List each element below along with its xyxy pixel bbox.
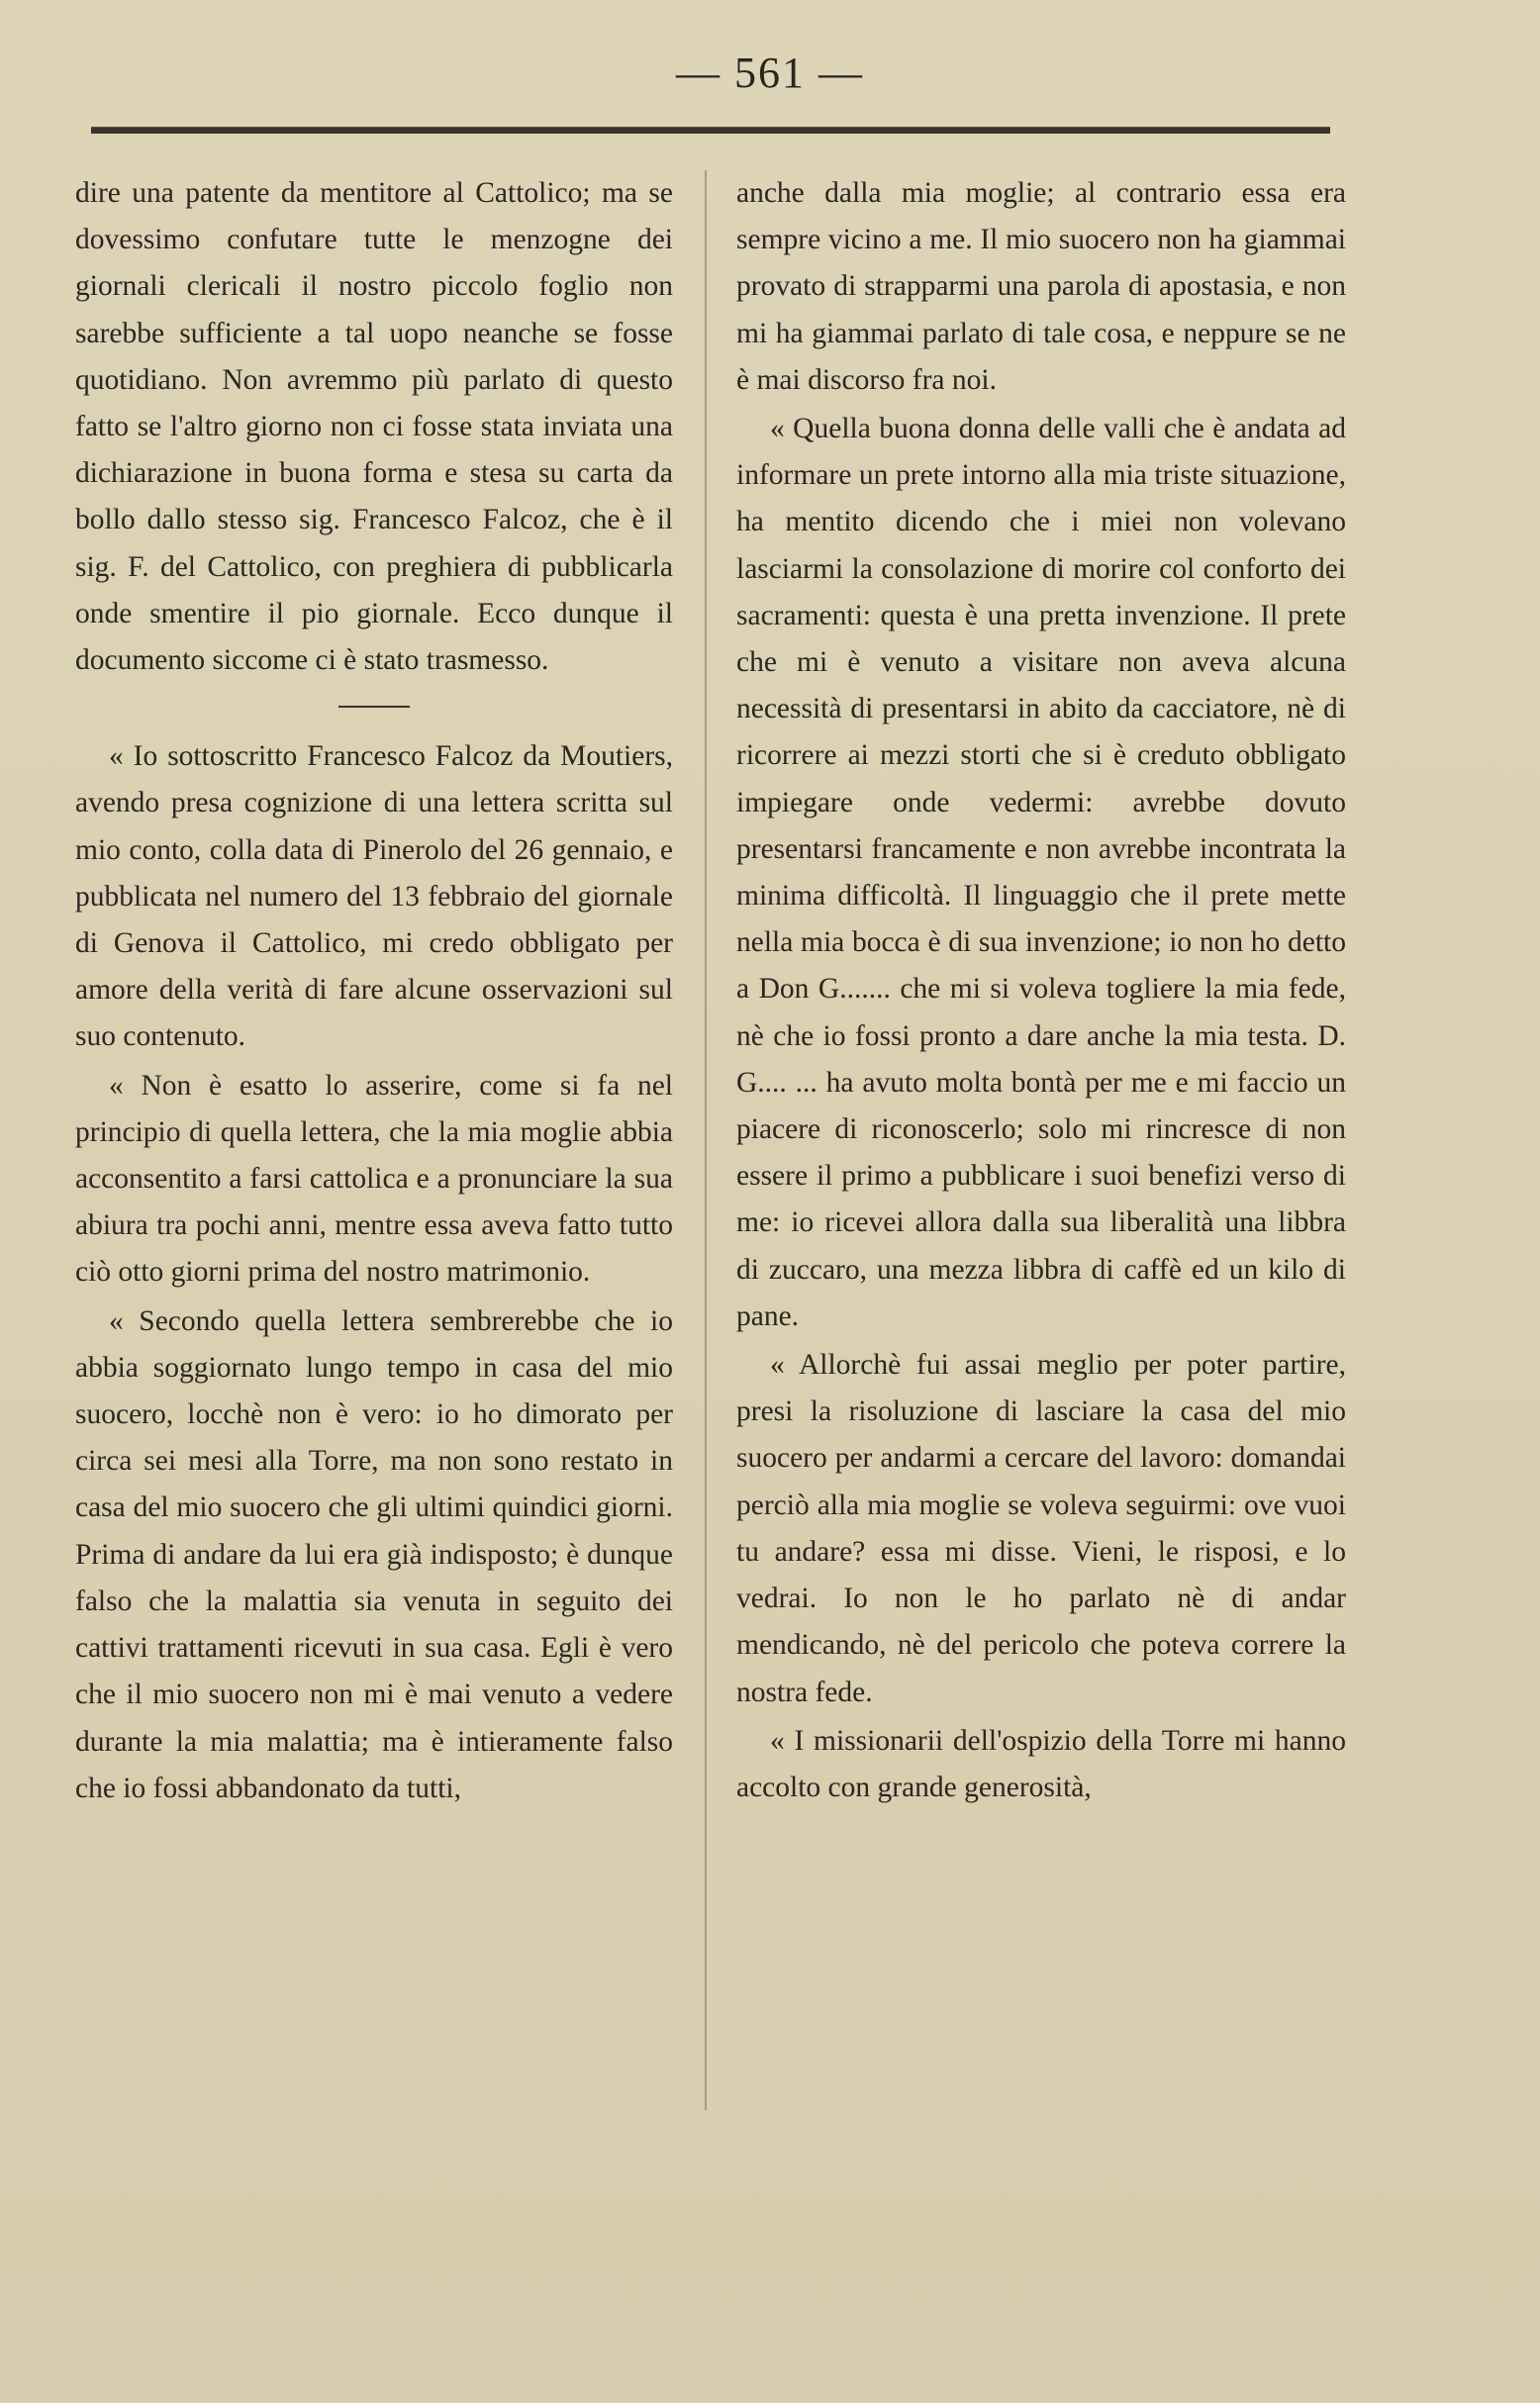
paragraph: « Non è esatto lo asserire, come si fa nel principio di quella lettera, che la mia moglie abbia acconsentito a farsi cattolica e a pronunciare la sua abiura tra pochi anni, mentre essa aveva fatto tutto ciò otto giorni prima del nostro matrimonio. xyxy=(75,1069,673,1289)
paragraph: « Allorchè fui assai meglio per poter partire, presi la risoluzione di lasciare la casa del mio suocero per andarmi a cercare del lavoro: domandai perciò alla mia moglie se voleva seguirmi: ove vuoi tu andare? essa mi disse. Vieni, le risposi, e lo vedrai. Io non le ho parlato nè di andar mendicando, nè del pericolo che poteva correre la nostra fede. xyxy=(736,1349,1346,1708)
left-column xyxy=(75,170,673,1812)
page-number: — 561 — xyxy=(676,48,864,97)
column-divider xyxy=(705,170,707,2110)
paragraph: « Quella buona donna delle valli che è andata ad informare un prete intorno alla mia triste situazione, ha mentito dicendo che i miei non volevano lasciarmi la consolazione di morire col conforto dei sacramenti: questa è una pretta invenzione. Il prete che mi è venuto a visitare non aveva alcuna necessità di presentarsi in abito da cacciatore, nè di ricorrere ai mezzi storti che si è creduto obbligato impiegare onde vedermi: avrebbe dovuto presentarsi francamente e non avrebbe incontrata la minima difficoltà. Il linguaggio che il prete mette nella mia bocca è di sua invenzione; io non ho detto a Don G....... che mi si voleva togliere la mia fede, nè che io fossi pronto a dare anche la mia testa. D. G.... ... ha avuto molta bontà per me e mi faccio un piacere di riconoscerlo; solo mi rincresce di non essere il primo a pubblicare i suoi benefizi verso di me: io ricevei allora dalla sua liberalità una libbra di zuccaro, una mezza libbra di caffè ed un kilo di pane. xyxy=(736,413,1346,1332)
header-rule xyxy=(91,127,1330,134)
paragraph: dire una patente da mentitore al Cattolico; ma se dovessimo confutare tutte le menzogne dei giornali clericali il nostro piccolo foglio non sarebbe sufficiente a tal uopo neanche se fosse quotidiano. Non avremmo più parlato di questo fatto se l'altro giorno non ci fosse stata inviata una dichiarazione in buona forma e stesa su carta da bollo dallo stesso sig. Francesco Falcoz, che è il sig. F. del Cattolico, con preghiera di pubblicarla onde smentire il pio giornale. Ecco dunque il documento siccome ci è stato trasmesso. xyxy=(75,177,673,677)
right-column xyxy=(736,170,1346,1811)
paragraph: « I missionarii dell'ospizio della Torre mi hanno accolto con grande generosità, xyxy=(736,1724,1346,1803)
paragraph: « Secondo quella lettera sembrerebbe che io abbia soggiornato lungo tempo in casa del mio suocero, locchè non è vero: io ho dimorato per circa sei mesi alla Torre, ma non sono restato in casa del mio suocero che gli ultimi quindici giorni. Prima di andare da lui era già indisposto; è dunque falso che la malattia sia venuta in seguito dei cattivi trattamenti ricevuti in sua casa. Egli è vero che il mio suocero non mi è mai venuto a vedere durante la mia malattia; ma è intieramente falso che io fossi abbandonato da tutti, xyxy=(75,1304,673,1804)
section-separator xyxy=(338,706,410,708)
paragraph: « Io sottoscritto Francesco Falcoz da Moutiers, avendo presa cognizione di una lettera scritta sul mio conto, colla data di Pinerolo del 26 gennaio, e pubblicata nel numero del 13 febbraio del giornale di Genova il Cattolico, mi credo obbligato per amore della verità di fare alcune osservazioni sul suo contenuto. xyxy=(75,740,673,1053)
paragraph: anche dalla mia moglie; al contrario essa era sempre vicino a me. Il mio suocero non ha giammai provato di strapparmi una parola di apostasia, e non mi ha giammai parlato di tale cosa, e neppure se ne è mai discorso fra noi. xyxy=(736,177,1346,396)
